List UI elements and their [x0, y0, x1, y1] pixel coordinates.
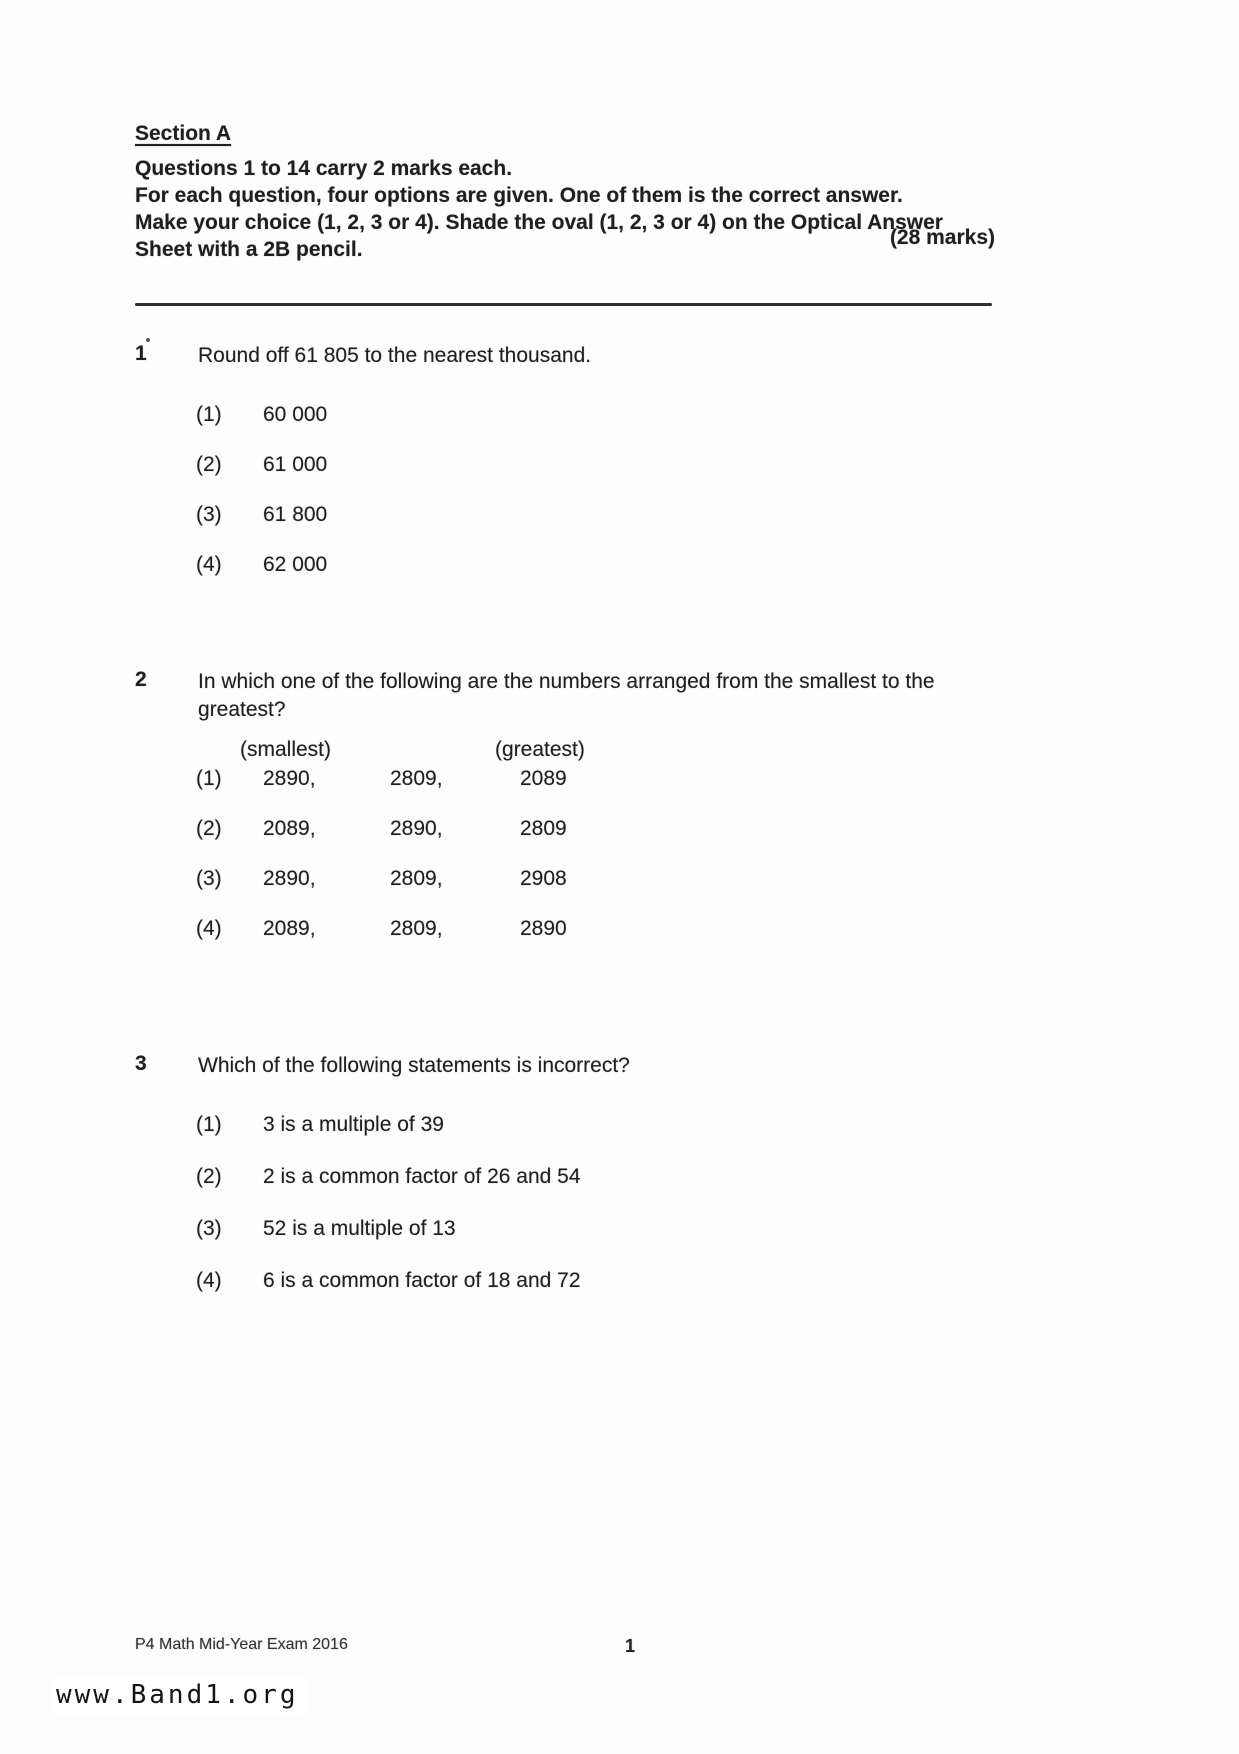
option-number-1: 2890,	[263, 867, 316, 890]
option-number-3: 2890	[520, 917, 567, 940]
instruction-line: Make your choice (1, 2, 3 or 4). Shade the oval (1, 2, 3 or 4) on the Optical Answer	[135, 211, 943, 234]
option-row	[196, 454, 1035, 476]
option-label: (1)	[196, 767, 222, 790]
option-value: 52 is a multiple of 13	[263, 1217, 456, 1240]
options-list	[135, 768, 1035, 940]
option-number-3: 2908	[520, 867, 567, 890]
option-label: (2)	[196, 453, 222, 476]
instruction-line: For each question, four options are given. One of them is the correct answer.	[135, 184, 903, 207]
column-header-smallest: (smallest)	[240, 738, 332, 761]
question-number: 1	[135, 342, 147, 365]
question-number: 3	[135, 1052, 147, 1075]
option-value: 2 is a common factor of 26 and 54	[263, 1165, 581, 1188]
option-label: (4)	[196, 917, 222, 940]
question-text: Round off 61 805 to the nearest thousand.	[198, 344, 592, 367]
option-label: (3)	[196, 503, 222, 526]
option-number-1: 2089,	[263, 917, 316, 940]
question-3	[135, 1052, 1035, 1322]
watermark-url: www.Band1.org	[54, 1678, 309, 1714]
page-footer	[135, 1636, 992, 1654]
question-2	[135, 668, 1035, 968]
options-list	[135, 404, 1035, 576]
option-number-2: 2809,	[390, 917, 443, 940]
option-number-1: 2089,	[263, 817, 316, 840]
option-row	[196, 1114, 1035, 1136]
option-value: 6 is a common factor of 18 and 72	[263, 1269, 581, 1292]
column-headers	[135, 738, 1035, 768]
question-text-line: In which one of the following are the numbers arranged from the smallest to the	[198, 670, 935, 693]
option-row	[196, 768, 1035, 790]
option-label: (4)	[196, 553, 222, 576]
option-label: (2)	[196, 817, 222, 840]
option-number-2: 2890,	[390, 817, 443, 840]
question-text-line: greatest?	[198, 698, 286, 721]
option-row	[196, 504, 1035, 526]
horizontal-divider	[135, 303, 992, 306]
option-row	[196, 1218, 1035, 1240]
question-1	[135, 342, 1035, 604]
option-number-3: 2089	[520, 767, 567, 790]
option-number-3: 2809	[520, 817, 567, 840]
footer-document-title: P4 Math Mid-Year Exam 2016	[135, 1636, 348, 1653]
option-number-2: 2809,	[390, 767, 443, 790]
option-row	[196, 918, 1035, 940]
option-number-1: 2890,	[263, 767, 316, 790]
option-label: (1)	[196, 403, 222, 426]
option-value: 61 000	[263, 453, 328, 476]
option-row	[196, 868, 1035, 890]
column-header-greatest: (greatest)	[495, 738, 585, 761]
instruction-line: Sheet with a 2B pencil.	[135, 238, 363, 261]
option-label: (2)	[196, 1165, 222, 1188]
option-label: (4)	[196, 1269, 222, 1292]
option-value: 61 800	[263, 503, 328, 526]
option-label: (3)	[196, 867, 222, 890]
option-row	[196, 818, 1035, 840]
option-number-2: 2809,	[390, 867, 443, 890]
option-row	[196, 404, 1035, 426]
option-value: 60 000	[263, 403, 328, 426]
question-text	[198, 668, 935, 724]
page-number: 1	[625, 1636, 636, 1656]
instruction-line: Questions 1 to 14 carry 2 marks each.	[135, 157, 513, 180]
section-header	[135, 120, 995, 263]
section-title: Section A	[135, 122, 232, 145]
option-label: (1)	[196, 1113, 222, 1136]
question-text: Which of the following statements is incorrect?	[198, 1054, 630, 1077]
options-list	[135, 1114, 1035, 1292]
option-row	[196, 1166, 1035, 1188]
option-value: 62 000	[263, 553, 328, 576]
marks-total: (28 marks)	[889, 226, 995, 249]
option-row	[196, 1270, 1035, 1292]
option-row	[196, 554, 1035, 576]
question-number: 2	[135, 668, 147, 691]
option-value: 3 is a multiple of 39	[263, 1113, 444, 1136]
option-label: (3)	[196, 1217, 222, 1240]
